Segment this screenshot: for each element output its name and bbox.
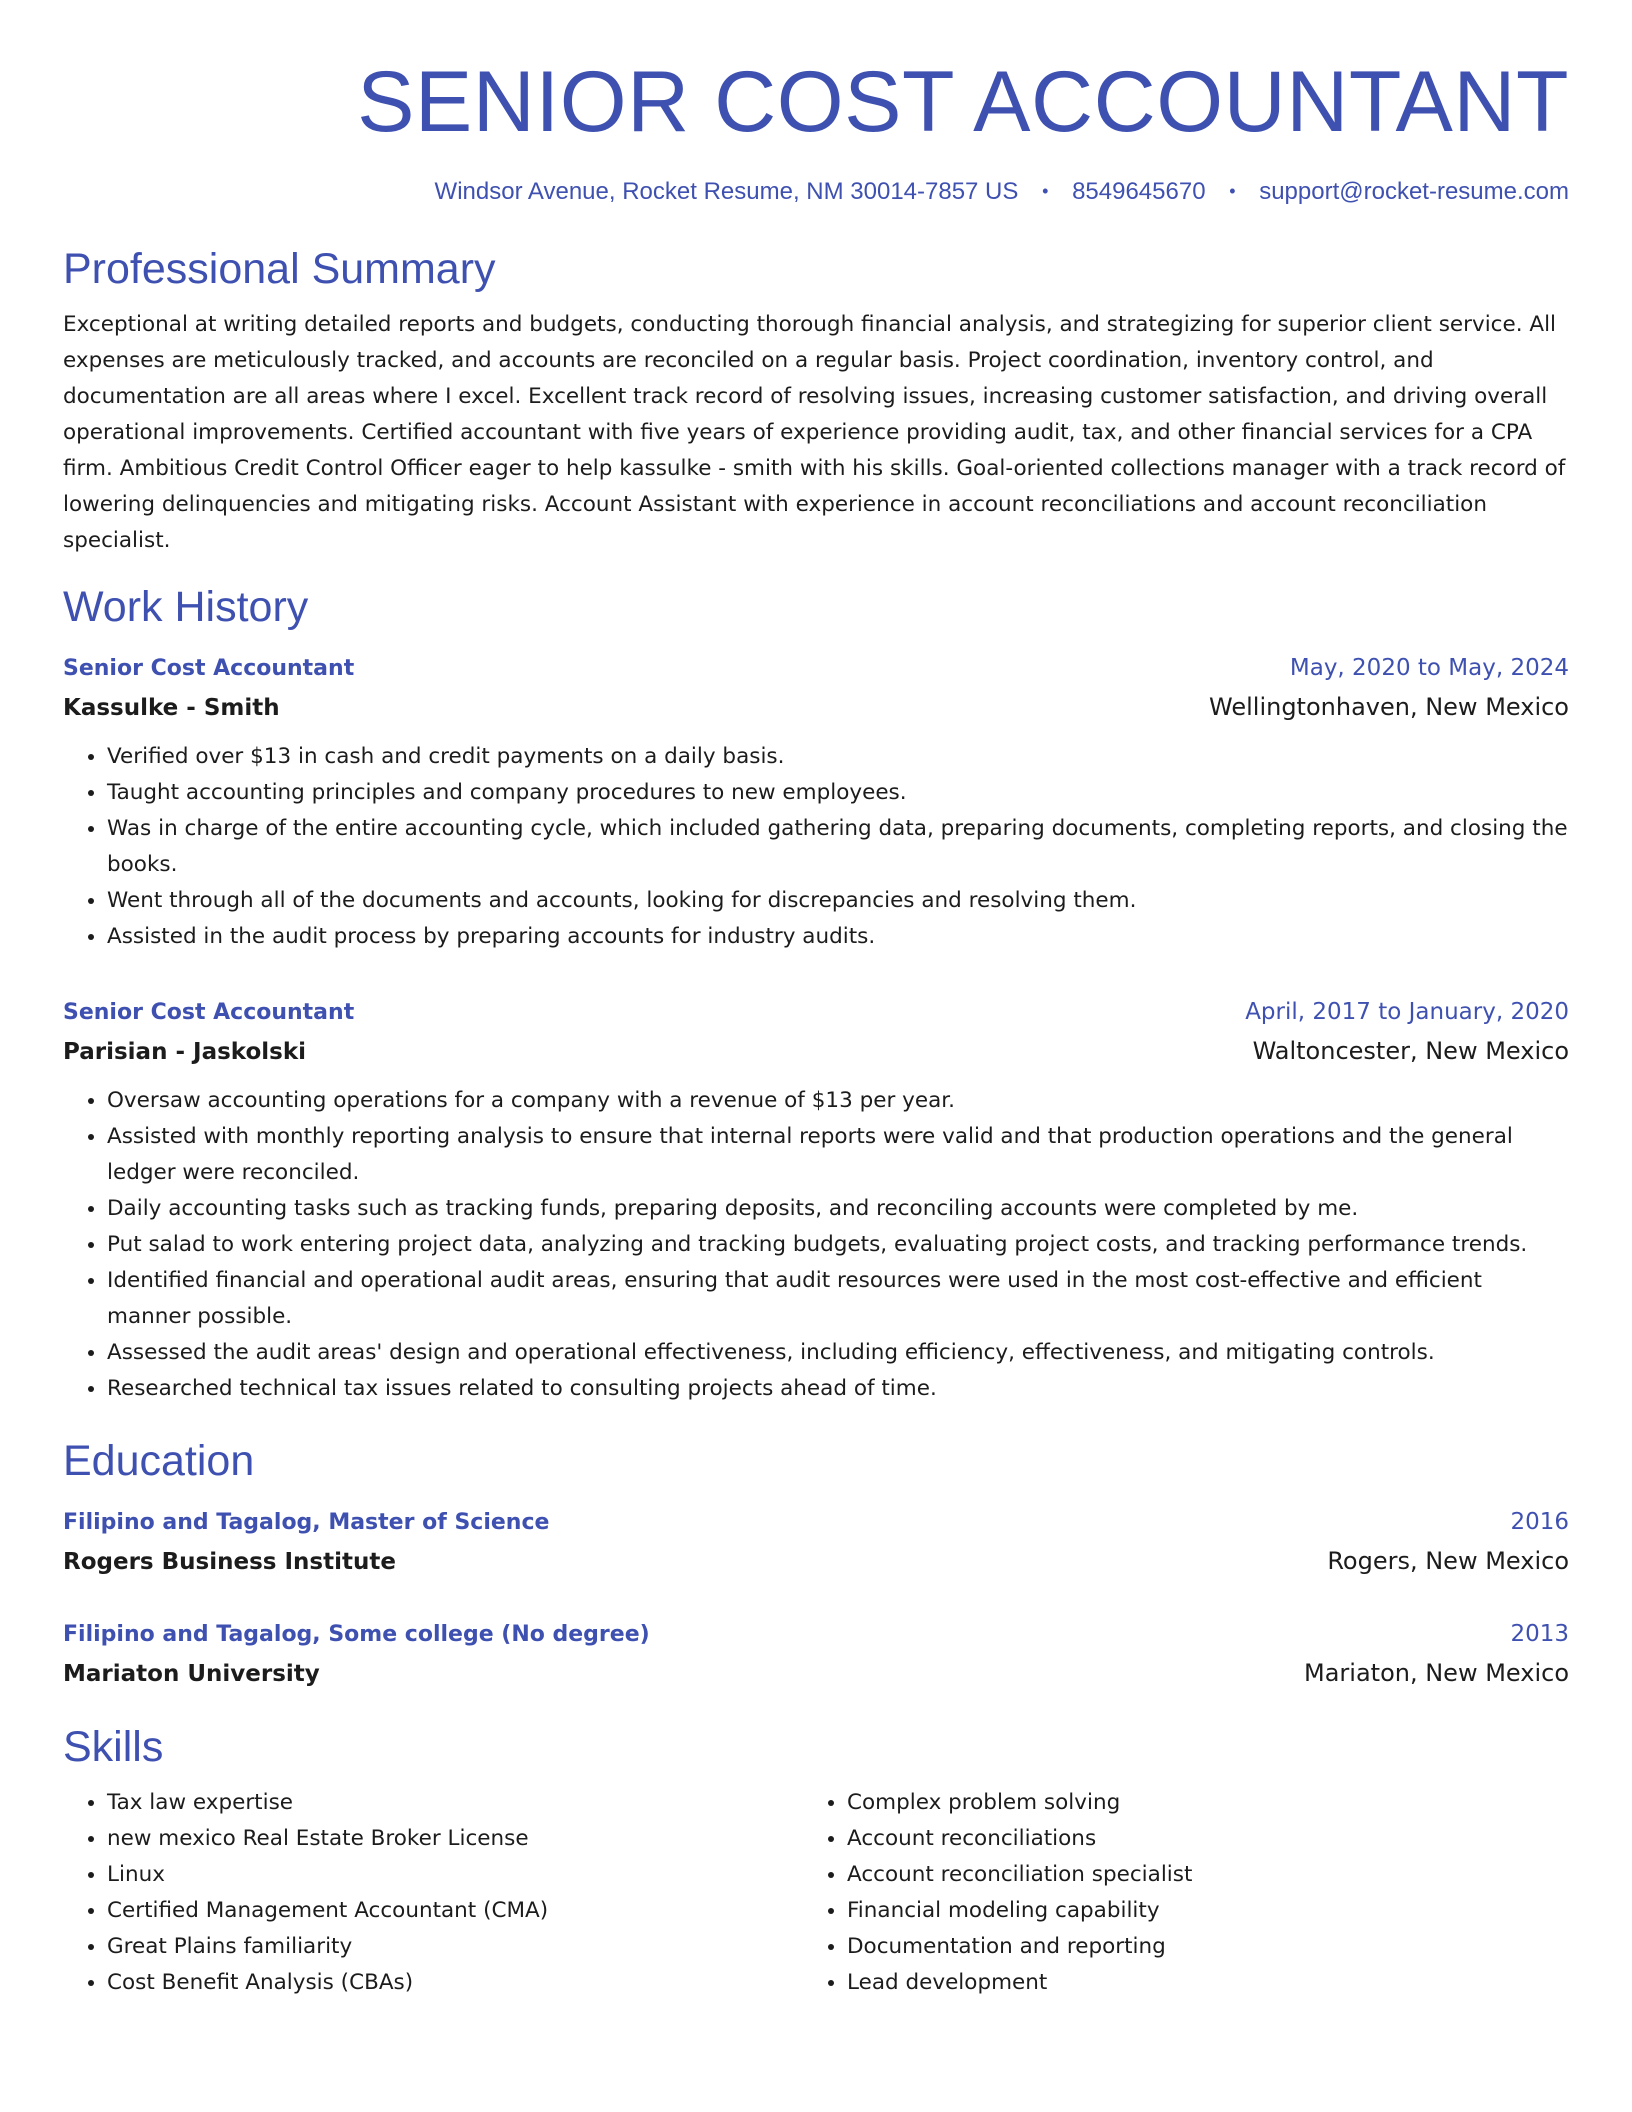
skills-list-left	[63, 1785, 803, 2001]
skill-item: • Financial modeling capability	[847, 1893, 1543, 1929]
job-location: Waltoncester, New Mexico	[1252, 1037, 1569, 1065]
job-bullet: • Was in charge of the entire accounting cycle, which included gathering data, preparing documents, completing reports, and closing the books.	[107, 811, 1569, 883]
work-history-heading: Work History	[63, 583, 309, 631]
job-role: Senior Cost Accountant	[63, 1000, 355, 1025]
job-bullet: • Verified over $13 in cash and credit payments on a daily basis.	[107, 739, 1569, 775]
job-company-row	[63, 1032, 1569, 1071]
skill-item: • Account reconciliation specialist	[847, 1857, 1543, 1893]
skill-item: • new mexico Real Estate Broker License	[107, 1821, 803, 1857]
job-bullet: • Taught accounting principles and company procedures to new employees.	[107, 775, 1569, 811]
skill-item: • Documentation and reporting	[847, 1929, 1543, 1965]
job-company: Parisian - Jaskolski	[63, 1039, 307, 1065]
contact-phone: 8549645670	[1072, 178, 1206, 205]
education-location: Mariaton, New Mexico	[1304, 1659, 1569, 1687]
job-bullets	[63, 1083, 1569, 1407]
education-year: 2016	[1510, 1509, 1569, 1535]
education-location: Rogers, New Mexico	[1327, 1547, 1569, 1575]
contact-email: support@rocket-resume.com	[1259, 178, 1569, 205]
job-dates: May, 2020 to May, 2024	[1289, 655, 1569, 681]
job-bullet: • Assessed the audit areas' design and operational effectiveness, including efficiency, effectiveness, and mitigating controls.	[107, 1335, 1569, 1371]
education-entry	[63, 1503, 1569, 1581]
job-company-row	[63, 688, 1569, 727]
education-year: 2013	[1510, 1621, 1569, 1647]
summary-text: Exceptional at writing detailed reports and budgets, conducting thorough financial analysis, and strategizing for superior client service. All expenses are meticulously tracked, and accounts are reconciled on a regular basis. Project coordination, inventory control, and documentation are all areas where I excel. Excellent track record of resolving issues, increasing customer satisfaction, and driving overall operational improvements. Certified accountant with five years of experience providing audit, tax, and other financial services for a CPA firm. Ambitious Credit Control Officer eager to help kassulke - smith with his skills. Goal-oriented collections manager with a track record of lowering delinquencies and mitigating risks. Account Assistant with experience in account reconciliations and account reconciliation specialist.	[63, 312, 1566, 553]
summary-heading: Professional Summary	[63, 245, 496, 293]
skill-item: • Linux	[107, 1857, 803, 1893]
contact-address: Windsor Avenue, Rocket Resume, NM 30014-7857 US	[434, 178, 1019, 205]
job-dates: April, 2017 to January, 2020	[1245, 999, 1569, 1025]
education-school: Mariaton University	[63, 1661, 320, 1687]
job-header-row	[63, 649, 1569, 688]
education-degree: Filipino and Tagalog, Some college (No degree)	[63, 1622, 650, 1647]
job-header-row	[63, 993, 1569, 1032]
job-bullet: • Daily accounting tasks such as tracking funds, preparing deposits, and reconciling accounts were completed by me.	[107, 1191, 1569, 1227]
education-degree: Filipino and Tagalog, Master of Science	[63, 1510, 550, 1535]
job-company: Kassulke - Smith	[63, 695, 280, 721]
education-heading: Education	[63, 1437, 255, 1485]
skill-item: • Lead development	[847, 1965, 1543, 2001]
skill-item: • Certified Management Accountant (CMA)	[107, 1893, 803, 1929]
skill-item: • Great Plains familiarity	[107, 1929, 803, 1965]
education-header-row	[63, 1615, 1569, 1654]
education-entry	[63, 1615, 1569, 1693]
job-bullets	[63, 739, 1569, 955]
skill-item: • Complex problem solving	[847, 1785, 1543, 1821]
education-school-row	[63, 1654, 1569, 1693]
job-entry	[63, 649, 1569, 955]
job-role: Senior Cost Accountant	[63, 656, 355, 681]
job-bullet: • Assisted in the audit process by preparing accounts for industry audits.	[107, 919, 1569, 955]
job-bullet: • Researched technical tax issues related to consulting projects ahead of time.	[107, 1371, 1569, 1407]
skill-item: • Tax law expertise	[107, 1785, 803, 1821]
skills-columns	[63, 1785, 1569, 2001]
education-school-row	[63, 1542, 1569, 1581]
contact-separator: •	[1229, 181, 1236, 201]
job-bullet: • Assisted with monthly reporting analysis to ensure that internal reports were valid and that production operations and the general ledger were reconciled.	[107, 1119, 1569, 1191]
job-entry	[63, 993, 1569, 1407]
education-header-row	[63, 1503, 1569, 1542]
contact-line	[63, 176, 1569, 207]
job-bullet: • Put salad to work entering project data, analyzing and tracking budgets, evaluating project costs, and tracking performance trends.	[107, 1227, 1569, 1263]
job-location: Wellingtonhaven, New Mexico	[1209, 693, 1569, 721]
resume-title: SENIOR COST ACCOUNTANT	[357, 54, 1569, 150]
skills-list-right	[803, 1785, 1543, 2001]
contact-separator: •	[1042, 181, 1049, 201]
education-school: Rogers Business Institute	[63, 1549, 396, 1575]
skill-item: • Cost Benefit Analysis (CBAs)	[107, 1965, 803, 2001]
skill-item: • Account reconciliations	[847, 1821, 1543, 1857]
job-bullet: • Oversaw accounting operations for a company with a revenue of $13 per year.	[107, 1083, 1569, 1119]
job-bullet: • Went through all of the documents and accounts, looking for discrepancies and resolving them.	[107, 883, 1569, 919]
skills-heading: Skills	[63, 1723, 164, 1771]
job-bullet: • Identified financial and operational audit areas, ensuring that audit resources were used in the most cost-effective and efficient manner possible.	[107, 1263, 1569, 1335]
